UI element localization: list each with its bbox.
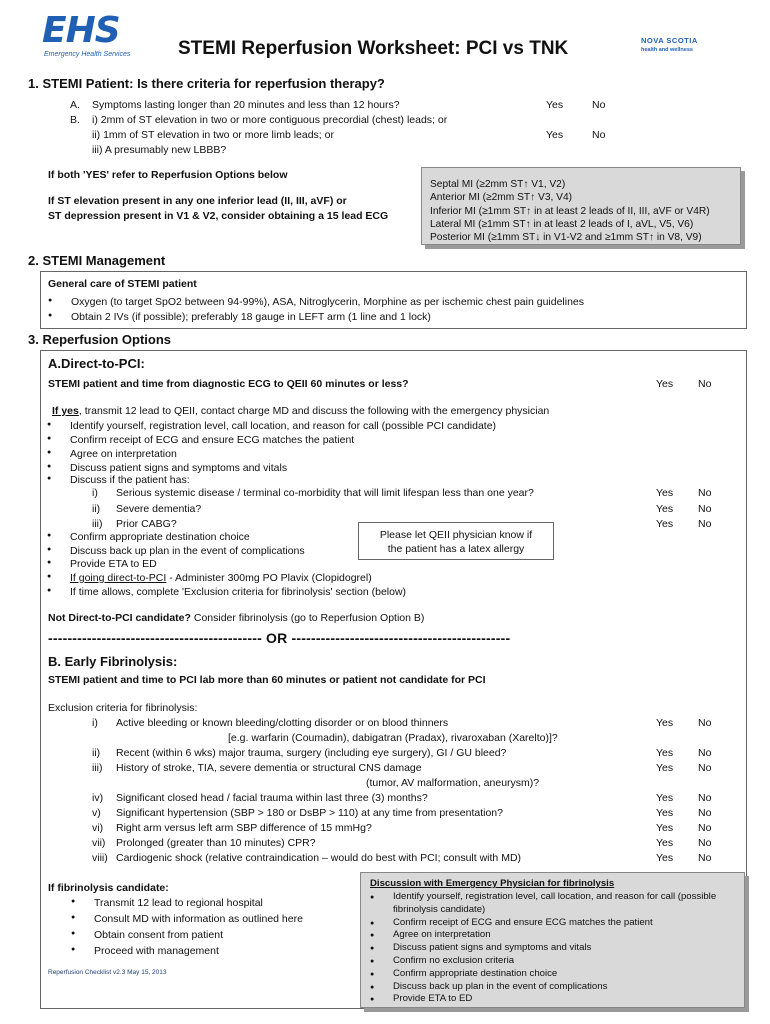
footer-version: Reperfusion Checklist v2.3 May 15, 2013 [48,969,167,976]
disc-item-signs: ● Discuss patient signs and symptoms and vitals [393,942,744,955]
exclusion-no[interactable]: No [698,762,712,774]
pci-bullet-signs: ● Discuss patient signs and symptoms and vitals [70,462,287,474]
plavix-text: - Administer 300mg PO Plavix (Clopidogrel) [166,572,372,584]
fib-item-transmit: ● Transmit 12 lead to regional hospital [94,897,263,909]
section-2-heading: 2. STEMI Management [28,253,166,268]
sub-i-yes[interactable]: Yes [656,487,674,499]
criteria-b-text: i) 2mm of ST elevation in two or more contiguous precordial (chest) leads; or [92,114,448,126]
criteria-b-no[interactable]: No [592,129,606,141]
sub-iii-num: iii) [92,518,103,530]
exclusion-text: Significant hypertension (SBP > 180 or DsBP > 110) at any time from presentation? [116,807,503,819]
or-divider: -------------------------------------------- OR --------------------------------------------- [48,630,511,646]
sub-iii-text: Prior CABG? [116,518,177,530]
discussion-title: Discussion with Emergency Physician for fibrinolysis [370,878,615,889]
latex-text [359,528,553,556]
exclusion-text: Cardiogenic shock (relative contraindication – would do best with PCI; consult with MD) [116,852,522,864]
criteria-a-letter: A. [70,99,80,111]
both-yes-note: If both 'YES' refer to Reperfusion Options below [48,169,288,181]
inferior-note-1: If ST elevation present in any one inferior lead (II, III, aVF) or [48,195,347,207]
disc-item-interpretation: ● Agree on interpretation [393,929,744,942]
exclusion-num: vii) [92,837,106,849]
not-direct-text: Consider fibrinolysis (go to Reperfusion Option B) [190,612,425,624]
nova-scotia-logo: NOVA SCOTIA health and wellness [641,36,698,53]
direct-pci-no[interactable]: No [698,378,712,390]
exclusion-no[interactable]: No [698,852,712,864]
exclusion-yes[interactable]: Yes [656,807,674,819]
sub-i-text: Serious systemic disease / terminal co-morbidity that will limit lifespan less than one year? [116,487,534,499]
inferior-note-2: ST depression present in V1 & V2, consider obtaining a 15 lead ECG [48,210,389,222]
disc-item-backup: ● Discuss back up plan in the event of complications [393,981,744,994]
sub-i-num: i) [92,487,98,499]
fib-item-consent: ● Obtain consent from patient [94,929,223,941]
anterior-mi: Anterior MI (≥2mm ST↑ V3, V4) [430,192,573,204]
latex-allergy-box [358,522,554,560]
criteria-b-yes[interactable]: Yes [546,129,564,141]
exclusion-num: ii) [92,747,101,759]
sub-iii-yes[interactable]: Yes [656,518,674,530]
exclusion-text: Recent (within 6 wks) major trauma, surgery (including eye surgery), GI / GU bleed? [116,747,507,759]
exclusion-yes[interactable]: Yes [656,852,674,864]
care-item-iv: ● Obtain 2 IVs (if possible); preferably 18 gauge in LEFT arm (1 line and 1 lock) [71,311,431,323]
page-title: STEMI Reperfusion Worksheet: PCI vs TNK [178,38,569,59]
section-3-heading: 3. Reperfusion Options [28,332,172,347]
exclusion-yes[interactable]: Yes [656,837,674,849]
not-direct-line [48,612,424,624]
disc-item-destination: ● Confirm appropriate destination choice [393,968,744,981]
disc-item-exclusion: ● Confirm no exclusion criteria [393,955,744,968]
pci-bullet-time-allows: ● If time allows, complete 'Exclusion criteria for fibrinolysis' section (below) [70,586,406,598]
exclusion-no[interactable]: No [698,747,712,759]
care-item-oxygen: ● Oxygen (to target SpO2 between 94-99%), ASA, Nitroglycerin, Morphine as per ischemic chest pain guidelines [71,296,584,308]
exclusion-no[interactable]: No [698,822,712,834]
exclusion-text: Prolonged (greater than 10 minutes) CPR? [116,837,316,849]
exclusion-num: viii) [92,852,108,864]
exclusion-text: Significant closed head / facial trauma within last three (3) months? [116,792,428,804]
exclusion-text: History of stroke, TIA, severe dementia or structural CNS damage [116,762,422,774]
discussion-list [393,891,744,1006]
disc-item-identify: ● Identify yourself, registration level, call location, and reason for call (possible fibrinolysis candidate) [393,891,744,917]
criteria-b-iii: iii) A presumably new LBBB? [92,144,227,156]
exclusion-no[interactable]: No [698,807,712,819]
exclusion-text: (tumor, AV malformation, aneurysm)? [366,777,540,789]
direct-to-pci-label: If going direct-to-PCI [70,572,167,584]
fibrinolysis-question: STEMI patient and time to PCI lab more than 60 minutes or patient not candidate for PCI [48,674,486,686]
sub-iii-no[interactable]: No [698,518,712,530]
sub-ii-text: Severe dementia? [116,503,202,515]
exclusion-num: i) [92,717,98,729]
exclusion-text: [e.g. warfarin (Coumadin), dabigatran (Pradax), rivaroxaban (Xarelto)]? [228,732,558,744]
exclusion-text: Active bleeding or known bleeding/clotting disorder or on blood thinners [116,717,449,729]
criteria-a-text: Symptoms lasting longer than 20 minutes and less than 12 hours? [92,99,400,111]
exclusion-yes[interactable]: Yes [656,792,674,804]
exclusion-yes[interactable]: Yes [656,717,674,729]
sub-ii-no[interactable]: No [698,503,712,515]
exclusion-text: Right arm versus left arm SBP difference of 15 mmHg? [116,822,372,834]
latex-line-2: the patient has a latex allergy [387,543,525,555]
exclusion-yes[interactable]: Yes [656,822,674,834]
not-direct-label: Not Direct-to-PCI candidate? [48,612,191,624]
pci-bullet-discuss: ● Discuss if the patient has: [70,474,190,486]
exclusion-num: vi) [92,822,104,834]
fib-item-consult: ● Consult MD with information as outlined here [94,913,303,925]
septal-mi: Septal MI (≥2mm ST↑ V1, V2) [430,179,566,190]
direct-pci-heading: A.Direct-to-PCI: [48,356,145,371]
if-yes-line [52,405,549,417]
direct-pci-yes[interactable]: Yes [656,378,674,390]
mi-list [430,178,710,244]
exclusion-heading: Exclusion criteria for fibrinolysis: [48,702,198,714]
general-care-title: General care of STEMI patient [48,278,197,290]
pci-bullet-eta: ● Provide ETA to ED [70,558,157,570]
exclusion-no[interactable]: No [698,792,712,804]
disc-item-eta: ● Provide ETA to ED [393,993,744,1006]
sub-ii-num: ii) [92,503,101,515]
disc-item-ecg: ● Confirm receipt of ECG and ensure ECG matches the patient [393,917,744,930]
sub-ii-yes[interactable]: Yes [656,503,674,515]
section-1-heading: 1. STEMI Patient: Is there criteria for reperfusion therapy? [28,76,385,91]
pci-bullet-plavix [70,572,372,584]
pci-bullet-backup: ● Discuss back up plan in the event of complications [70,545,305,557]
exclusion-num: iii) [92,762,103,774]
exclusion-no[interactable]: No [698,717,712,729]
criteria-b-letter: B. [70,114,80,126]
pci-bullet-interpretation: ● Agree on interpretation [70,448,177,460]
fib-item-proceed: ● Proceed with management [94,945,219,957]
pci-bullet-ecg: ● Confirm receipt of ECG and ensure ECG matches the patient [70,434,354,446]
criteria-a-no[interactable]: No [592,99,606,111]
discussion-box [360,872,745,1008]
exclusion-num: iv) [92,792,104,804]
criteria-a-yes[interactable]: Yes [546,99,564,111]
mi-territory-box [421,167,741,245]
if-yes-text: , transmit 12 lead to QEII, contact charge MD and discuss the following with the emergency physician [78,405,550,417]
criteria-b-ii: ii) 1mm of ST elevation in two or more limb leads; or [92,129,334,141]
inferior-mi: Inferior MI (≥1mm ST↑ in at least 2 leads of II, III, aVF or V4R) [430,205,710,217]
direct-pci-question: STEMI patient and time from diagnostic ECG to QEII 60 minutes or less? [48,378,409,390]
exclusion-yes[interactable]: Yes [656,747,674,759]
exclusion-num: v) [92,807,101,819]
fibrinolysis-candidate-label: If fibrinolysis candidate: [48,882,169,894]
general-care-box [40,271,747,329]
latex-line-1: Please let QEII physician know if [379,529,533,541]
fibrinolysis-heading: B. Early Fibrinolysis: [48,654,178,669]
ehs-logo: EHS Emergency Health Services [42,10,131,58]
posterior-mi: Posterior MI (≥1mm ST↓ in V1-V2 and ≥1mm ST↑ in V8, V9) [430,232,702,244]
pci-bullet-identify: ● Identify yourself, registration level, call location, and reason for call (possible PCI candidate) [70,420,496,432]
lateral-mi: Lateral MI (≥1mm ST↑ in at least 2 leads of I, aVL, V5, V6) [430,218,694,230]
pci-bullet-destination: ● Confirm appropriate destination choice [70,531,250,543]
exclusion-yes[interactable]: Yes [656,762,674,774]
sub-i-no[interactable]: No [698,487,712,499]
exclusion-no[interactable]: No [698,837,712,849]
if-yes-label: If yes [52,405,79,417]
